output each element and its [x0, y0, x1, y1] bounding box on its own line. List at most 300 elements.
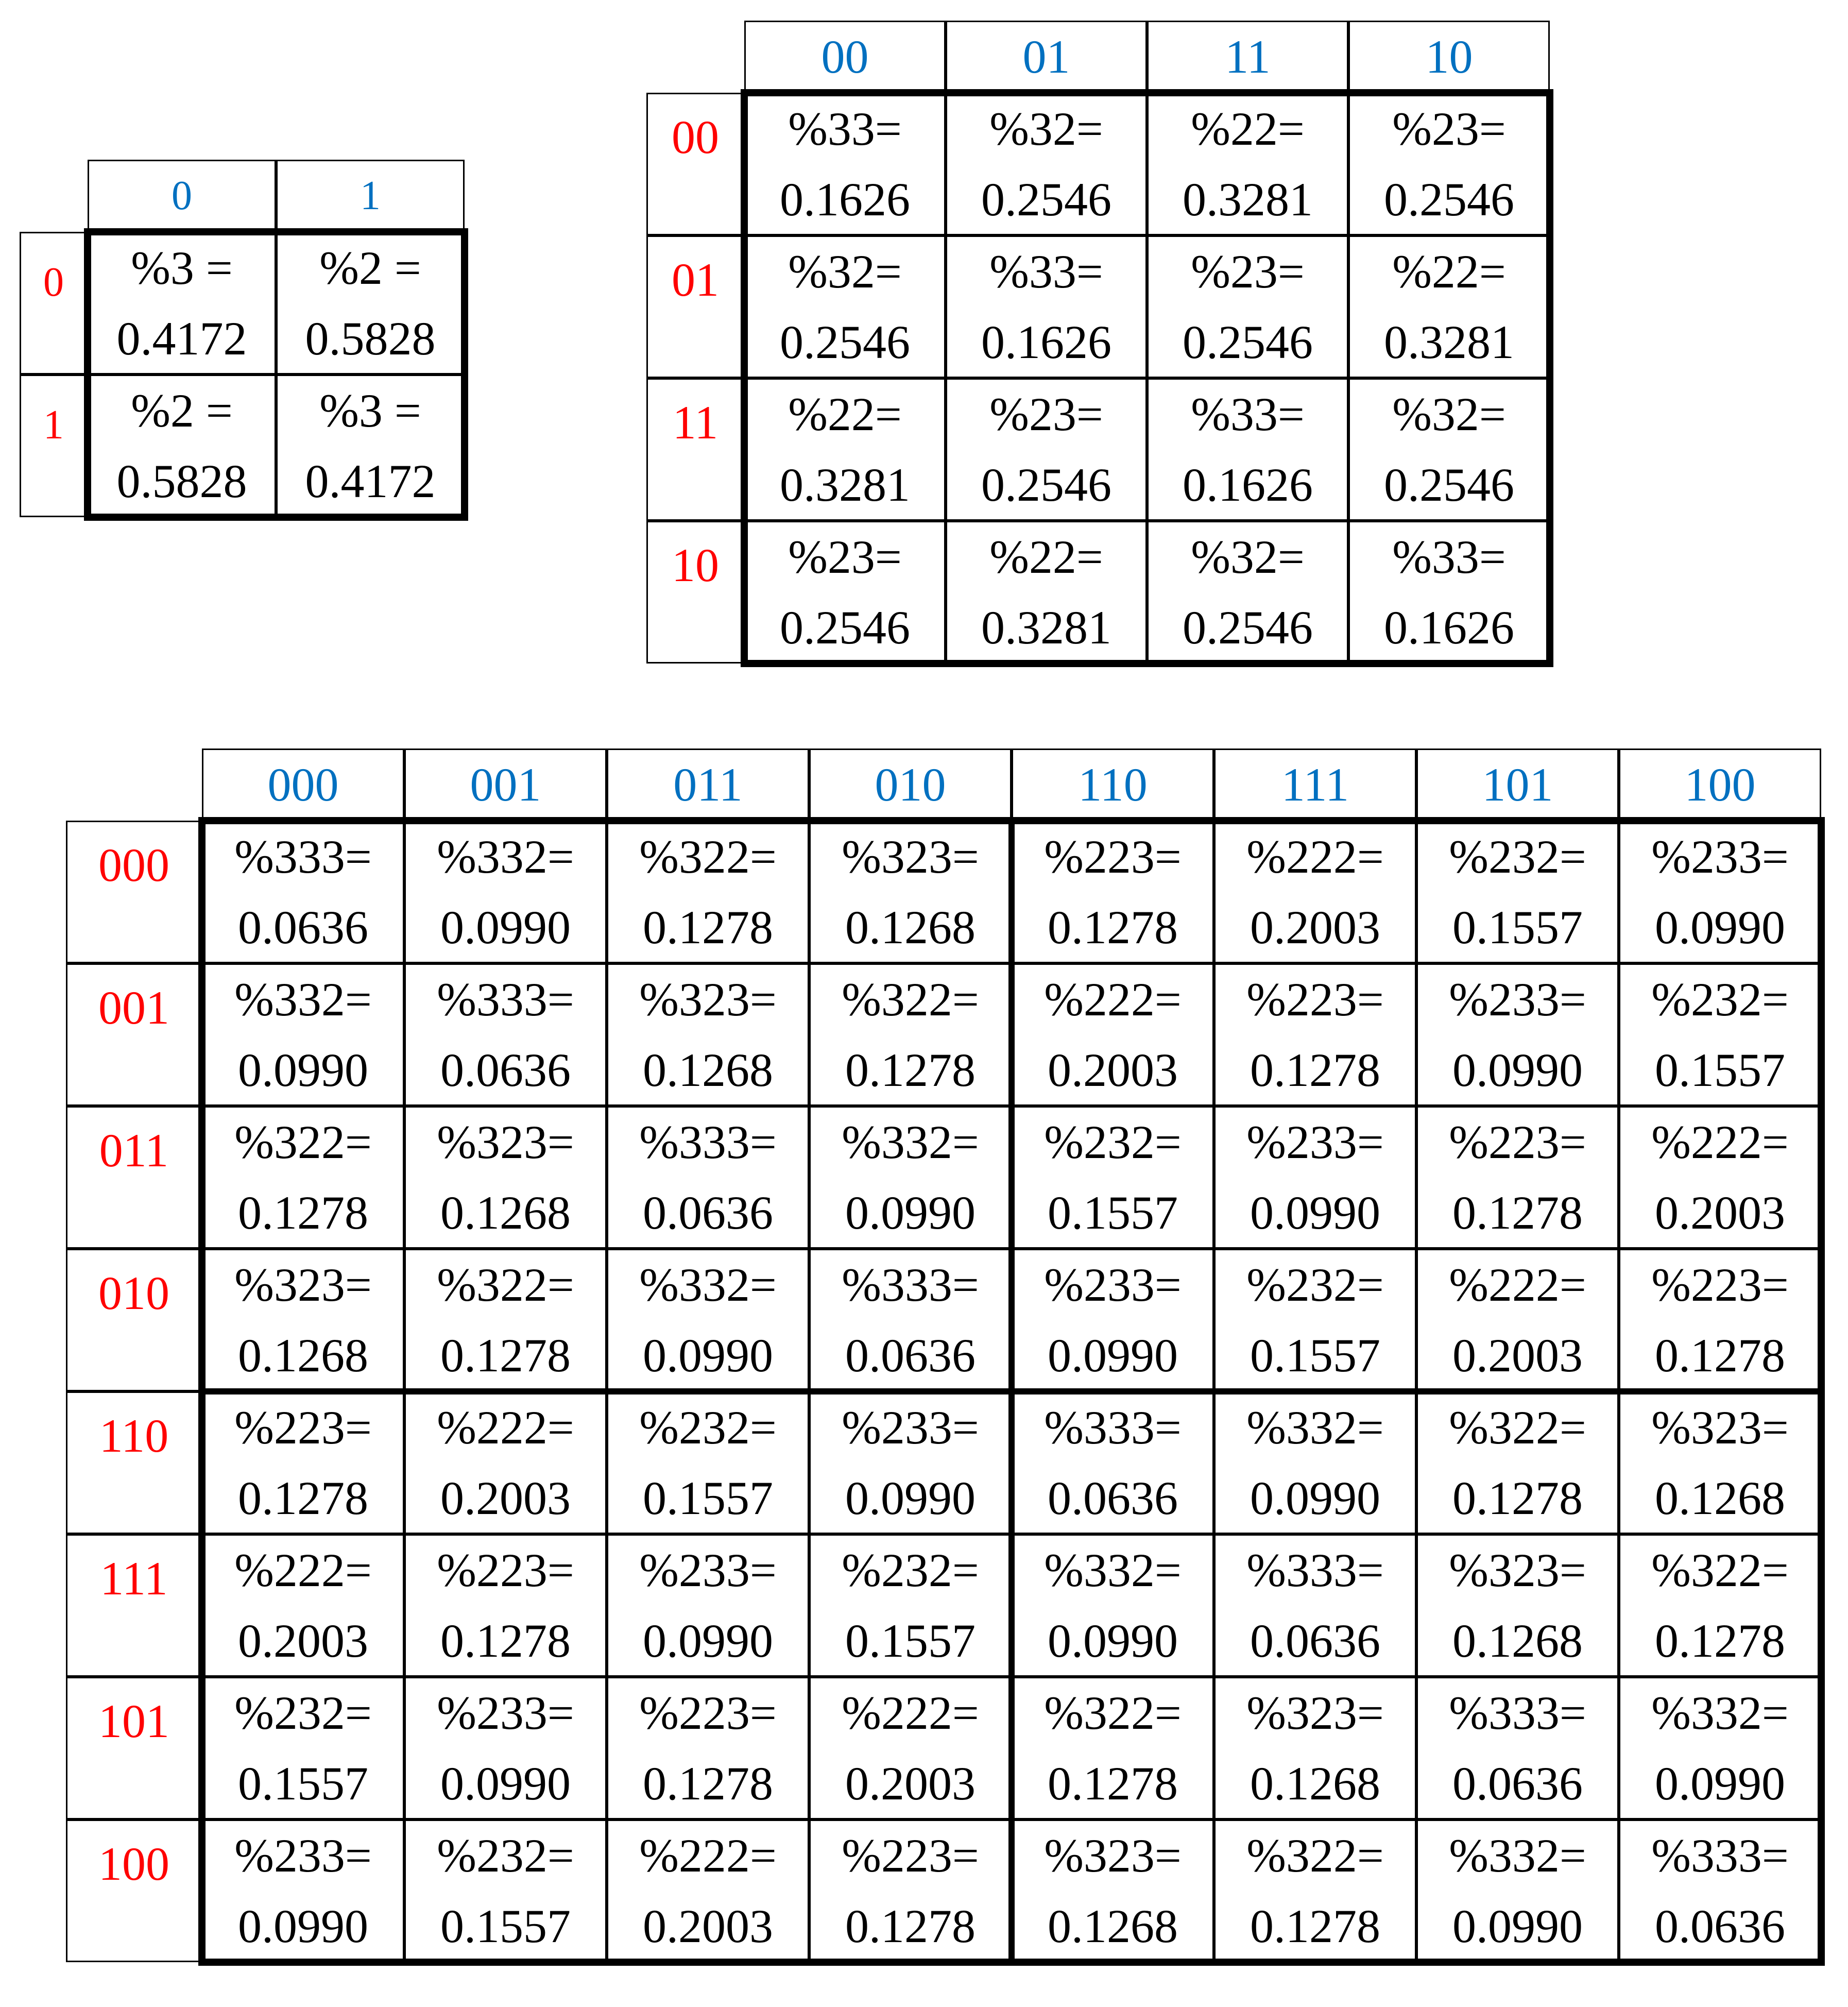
column-header — [1348, 21, 1550, 93]
table-cell — [1012, 1391, 1214, 1534]
cell-value: 0.1278 — [238, 1186, 368, 1239]
cell-expression: %222= — [1449, 1258, 1586, 1312]
cell-expression: %32= — [989, 103, 1103, 156]
column-header-label: 000 — [267, 758, 339, 811]
table-cell — [946, 521, 1147, 664]
column-header — [1012, 749, 1214, 821]
cell-value: 0.1268 — [845, 900, 976, 954]
cell-expression: %332= — [437, 830, 574, 883]
row-header — [66, 821, 202, 963]
cell-expression: %332= — [1044, 1544, 1182, 1597]
cell-expression: %232= — [842, 1544, 979, 1597]
cell-value: 0.1278 — [1048, 1757, 1178, 1810]
cell-expression: %333= — [639, 1116, 777, 1169]
row-header-label: 000 — [98, 839, 169, 891]
cell-value: 0.1626 — [780, 173, 910, 226]
cell-value: 0.1278 — [845, 1043, 976, 1096]
row-header-label: 010 — [98, 1267, 169, 1319]
table-cell — [404, 1249, 607, 1391]
cell-expression: %22= — [1392, 245, 1506, 298]
table-cell — [809, 1106, 1012, 1249]
table-cell — [809, 1391, 1012, 1534]
cell-value: 0.2546 — [1384, 458, 1514, 511]
cell-expression: %223= — [1651, 1258, 1789, 1312]
table-cell — [202, 1391, 404, 1534]
table-cell — [1012, 1819, 1214, 1962]
cell-expression: %222= — [1044, 973, 1182, 1026]
table-cell — [1619, 1819, 1821, 1962]
table-cell — [1348, 235, 1550, 378]
table-cell — [744, 93, 946, 235]
table-cell — [1619, 1249, 1821, 1391]
table-cell — [404, 1677, 607, 1819]
row-header-label: 110 — [99, 1409, 169, 1462]
cell-expression: %332= — [1651, 1687, 1789, 1740]
column-header-label: 10 — [1425, 30, 1473, 83]
table-cell — [1619, 821, 1821, 963]
cell-value: 0.0990 — [1452, 1043, 1583, 1096]
table-cell — [1619, 963, 1821, 1106]
table-cell — [1012, 1534, 1214, 1677]
cell-expression: %233= — [639, 1544, 777, 1597]
cell-value: 0.2546 — [981, 173, 1111, 226]
cell-value: 0.0990 — [1048, 1329, 1178, 1382]
cell-expression: %23= — [1191, 245, 1305, 298]
table-cell — [744, 235, 946, 378]
cell-expression: %232= — [1246, 1258, 1384, 1312]
cell-value: 0.1557 — [238, 1757, 368, 1810]
table-cell — [809, 1677, 1012, 1819]
column-header — [1214, 749, 1416, 821]
table-cell — [607, 821, 809, 963]
table-cell — [1214, 1249, 1416, 1391]
cell-value: 0.4172 — [116, 312, 247, 365]
cell-value: 0.2546 — [981, 458, 1111, 511]
cell-expression: %22= — [788, 388, 902, 441]
cell-expression: %323= — [1246, 1687, 1384, 1740]
table-cell — [1416, 963, 1619, 1106]
cell-expression: %223= — [842, 1829, 979, 1882]
cell-expression: %223= — [1449, 1116, 1586, 1169]
cell-value: 0.1278 — [1452, 1186, 1583, 1239]
table-cell — [809, 963, 1012, 1106]
cell-value: 0.2003 — [1452, 1329, 1583, 1382]
cell-value: 0.0636 — [1048, 1471, 1178, 1524]
cell-expression: %332= — [639, 1258, 777, 1312]
cell-expression: %3 = — [131, 242, 233, 295]
cell-value: 0.1557 — [1048, 1186, 1178, 1239]
table-cell — [946, 235, 1147, 378]
column-header — [1619, 749, 1821, 821]
table-cell — [1619, 1534, 1821, 1677]
row-header-label: 111 — [100, 1552, 168, 1605]
table-cell — [744, 378, 946, 521]
column-header-label: 010 — [875, 758, 946, 811]
column-header-label: 111 — [1281, 758, 1349, 811]
cell-expression: %2 = — [131, 384, 233, 437]
table-cell — [1147, 93, 1348, 235]
cell-value: 0.1268 — [1250, 1757, 1380, 1810]
cell-value: 0.1626 — [1183, 458, 1313, 511]
cell-value: 0.2546 — [1183, 315, 1313, 368]
cell-expression: %332= — [1449, 1829, 1586, 1882]
column-header — [744, 21, 946, 93]
column-header-label: 01 — [1022, 30, 1070, 83]
cell-value: 0.1268 — [238, 1329, 368, 1382]
cell-expression: %223= — [1246, 973, 1384, 1026]
table-cell — [607, 1391, 809, 1534]
cell-expression: %333= — [437, 973, 574, 1026]
cell-expression: %332= — [234, 973, 372, 1026]
cell-value: 0.1626 — [1384, 601, 1514, 654]
column-header-label: 1 — [360, 173, 381, 218]
table-cell — [88, 375, 276, 517]
cell-expression: %333= — [842, 1258, 979, 1312]
table-cell — [1416, 1249, 1619, 1391]
cell-value: 0.0990 — [1655, 900, 1785, 954]
row-header-label: 100 — [98, 1838, 169, 1890]
row-header-label: 11 — [672, 396, 718, 449]
cell-value: 0.3281 — [1384, 315, 1514, 368]
cell-value: 0.0990 — [238, 1899, 368, 1952]
table-cell — [404, 821, 607, 963]
cell-expression: %22= — [1191, 103, 1305, 156]
cell-expression: %323= — [1449, 1544, 1586, 1597]
cell-value: 0.1278 — [1452, 1471, 1583, 1524]
cell-value: 0.1557 — [643, 1471, 773, 1524]
cell-value: 0.0990 — [643, 1329, 773, 1382]
cell-expression: %233= — [1449, 973, 1586, 1026]
table-cell — [1147, 378, 1348, 521]
row-header — [66, 1106, 202, 1249]
table-cell — [1619, 1677, 1821, 1819]
cell-expression: %22= — [989, 531, 1103, 584]
table-cell — [809, 821, 1012, 963]
cell-value: 0.1268 — [440, 1186, 571, 1239]
table-cell — [202, 1534, 404, 1677]
cell-value: 0.1268 — [1655, 1471, 1785, 1524]
column-header — [946, 21, 1147, 93]
cell-expression: %323= — [1044, 1829, 1182, 1882]
cell-expression: %32= — [1191, 531, 1305, 584]
row-header — [646, 378, 744, 521]
table-cell — [1416, 1819, 1619, 1962]
table-cell — [1416, 1391, 1619, 1534]
cell-value: 0.1278 — [1655, 1614, 1785, 1667]
column-header-label: 101 — [1482, 758, 1553, 811]
table-cell — [1214, 1391, 1416, 1534]
cell-expression: %33= — [989, 245, 1103, 298]
cell-expression: %322= — [1246, 1829, 1384, 1882]
cell-expression: %232= — [234, 1687, 372, 1740]
cell-expression: %33= — [1392, 531, 1506, 584]
column-header — [1416, 749, 1619, 821]
table-cell — [809, 1534, 1012, 1677]
row-header-label: 001 — [98, 981, 169, 1034]
table-cell — [809, 1819, 1012, 1962]
cell-value: 0.1557 — [845, 1614, 976, 1667]
cell-value: 0.0990 — [1250, 1471, 1380, 1524]
row-header-label: 0 — [43, 260, 64, 305]
cell-expression: %23= — [1392, 103, 1506, 156]
cell-expression: %223= — [639, 1687, 777, 1740]
cell-value: 0.0636 — [845, 1329, 976, 1382]
row-header — [66, 1677, 202, 1819]
cell-expression: %223= — [234, 1401, 372, 1454]
cell-value: 0.2003 — [1655, 1186, 1785, 1239]
column-header-label: 00 — [821, 30, 869, 83]
cell-value: 0.1268 — [1452, 1614, 1583, 1667]
table-cell — [88, 232, 276, 375]
column-header-label: 001 — [470, 758, 541, 811]
cell-value: 0.2546 — [780, 315, 910, 368]
cell-value: 0.0990 — [440, 1757, 571, 1810]
cell-expression: %223= — [437, 1544, 574, 1597]
cell-expression: %333= — [1246, 1544, 1384, 1597]
cell-value: 0.1557 — [1655, 1043, 1785, 1096]
row-header-label: 101 — [98, 1695, 169, 1747]
cell-expression: %232= — [1449, 830, 1586, 883]
table-cell — [202, 963, 404, 1106]
cell-value: 0.3281 — [780, 458, 910, 511]
column-header-label: 110 — [1078, 758, 1148, 811]
column-header — [276, 160, 465, 232]
cell-expression: %2 = — [319, 242, 421, 295]
cell-expression: %233= — [1246, 1116, 1384, 1169]
cell-expression: %233= — [842, 1401, 979, 1454]
cell-expression: %322= — [639, 830, 777, 883]
cell-expression: %222= — [1651, 1116, 1789, 1169]
cell-value: 0.1557 — [440, 1899, 571, 1952]
cell-expression: %222= — [234, 1544, 372, 1597]
cell-value: 0.0636 — [1452, 1757, 1583, 1810]
column-header — [607, 749, 809, 821]
row-header — [66, 963, 202, 1106]
cell-value: 0.3281 — [981, 601, 1111, 654]
table-cell — [404, 1106, 607, 1249]
cell-expression: %332= — [1246, 1401, 1384, 1454]
table-cell — [1348, 521, 1550, 664]
cell-value: 0.2003 — [440, 1471, 571, 1524]
row-header — [646, 235, 744, 378]
table-cell — [607, 1677, 809, 1819]
cell-expression: %232= — [1044, 1116, 1182, 1169]
cell-expression: %23= — [788, 531, 902, 584]
table-cell — [1416, 1534, 1619, 1677]
cell-value: 0.2003 — [238, 1614, 368, 1667]
cell-value: 0.0990 — [845, 1186, 976, 1239]
table-cell — [404, 1391, 607, 1534]
cell-value: 0.0990 — [845, 1471, 976, 1524]
cell-value: 0.2546 — [1183, 601, 1313, 654]
row-header — [66, 1249, 202, 1391]
column-header — [404, 749, 607, 821]
cell-value: 0.1278 — [845, 1899, 976, 1952]
cell-expression: %323= — [639, 973, 777, 1026]
cell-value: 0.2003 — [1048, 1043, 1178, 1096]
table-cell — [404, 1819, 607, 1962]
cell-value: 0.1268 — [643, 1043, 773, 1096]
cell-expression: %322= — [1651, 1544, 1789, 1597]
table-cell — [1147, 521, 1348, 664]
cell-expression: %223= — [1044, 830, 1182, 883]
column-header-label: 0 — [172, 173, 192, 218]
table-cell — [202, 1677, 404, 1819]
table-cell — [404, 963, 607, 1106]
table-cell — [1012, 963, 1214, 1106]
cell-expression: %233= — [1044, 1258, 1182, 1312]
column-header-label: 11 — [1225, 30, 1271, 83]
table-cell — [1214, 821, 1416, 963]
table-cell — [1147, 235, 1348, 378]
table-cell — [202, 1106, 404, 1249]
column-header — [202, 749, 404, 821]
cell-value: 0.1278 — [1250, 1899, 1380, 1952]
cell-value: 0.0990 — [1048, 1614, 1178, 1667]
cell-value: 0.0636 — [643, 1186, 773, 1239]
cell-value: 0.2003 — [643, 1899, 773, 1952]
row-header — [20, 375, 88, 517]
table-cell — [1416, 1106, 1619, 1249]
table-cell — [607, 1106, 809, 1249]
cell-expression: %333= — [1449, 1687, 1586, 1740]
table-cell — [809, 1249, 1012, 1391]
column-header-label: 100 — [1684, 758, 1756, 811]
table-cell — [1214, 1677, 1416, 1819]
table-cell — [1214, 1819, 1416, 1962]
cell-value: 0.4172 — [305, 454, 436, 507]
table-cell — [1348, 378, 1550, 521]
cell-value: 0.1278 — [643, 1757, 773, 1810]
column-header — [809, 749, 1012, 821]
cell-expression: %232= — [1651, 973, 1789, 1026]
cell-value: 0.1278 — [1048, 900, 1178, 954]
cell-value: 0.2546 — [1384, 173, 1514, 226]
cell-value: 0.1278 — [1655, 1329, 1785, 1382]
table-cell — [744, 521, 946, 664]
cell-value: 0.5828 — [116, 454, 247, 507]
cell-value: 0.2003 — [1250, 900, 1380, 954]
cell-expression: %222= — [639, 1829, 777, 1882]
table-cell — [607, 1534, 809, 1677]
column-header — [88, 160, 276, 232]
cell-value: 0.0990 — [1655, 1757, 1785, 1810]
column-header-label: 011 — [673, 758, 743, 811]
cell-expression: %23= — [989, 388, 1103, 441]
row-header-label: 00 — [672, 111, 719, 163]
table-cell — [1214, 1534, 1416, 1677]
row-header — [66, 1391, 202, 1534]
quadrant-divider-horizontal — [202, 1388, 1821, 1394]
cell-expression: %323= — [234, 1258, 372, 1312]
row-header-label: 1 — [43, 402, 64, 448]
table-cell — [1416, 821, 1619, 963]
cell-expression: %233= — [437, 1687, 574, 1740]
column-header — [1147, 21, 1348, 93]
cell-expression: %232= — [437, 1829, 574, 1882]
row-header-label: 011 — [99, 1124, 169, 1177]
cell-expression: %333= — [1651, 1829, 1789, 1882]
cell-expression: %3 = — [319, 384, 421, 437]
cell-value: 0.0636 — [238, 900, 368, 954]
cell-expression: %323= — [842, 830, 979, 883]
table-cell — [202, 1249, 404, 1391]
table-cell — [1348, 93, 1550, 235]
cell-expression: %322= — [1449, 1401, 1586, 1454]
cell-expression: %332= — [842, 1116, 979, 1169]
row-header — [66, 1534, 202, 1677]
table-cell — [1416, 1677, 1619, 1819]
table-cell — [202, 821, 404, 963]
cell-expression: %33= — [788, 103, 902, 156]
table-cell — [607, 1249, 809, 1391]
row-header — [20, 232, 88, 375]
table-cell — [404, 1534, 607, 1677]
row-header — [66, 1819, 202, 1962]
cell-expression: %322= — [842, 973, 979, 1026]
cell-value: 0.0990 — [1250, 1186, 1380, 1239]
cell-value: 0.2546 — [780, 601, 910, 654]
cell-expression: %222= — [842, 1687, 979, 1740]
cell-value: 0.1278 — [440, 1329, 571, 1382]
cell-expression: %333= — [1044, 1401, 1182, 1454]
table-cell — [607, 1819, 809, 1962]
cell-expression: %323= — [1651, 1401, 1789, 1454]
cell-expression: %322= — [1044, 1687, 1182, 1740]
cell-expression: %232= — [639, 1401, 777, 1454]
cell-value: 0.2003 — [845, 1757, 976, 1810]
table-cell — [1012, 1106, 1214, 1249]
cell-value: 0.5828 — [305, 312, 436, 365]
cell-value: 0.0636 — [1250, 1614, 1380, 1667]
table-cell — [1012, 1249, 1214, 1391]
table-cell — [1214, 1106, 1416, 1249]
cell-value: 0.3281 — [1183, 173, 1313, 226]
table-cell — [946, 378, 1147, 521]
row-header-label: 01 — [672, 253, 719, 306]
cell-expression: %222= — [437, 1401, 574, 1454]
cell-expression: %323= — [437, 1116, 574, 1169]
cell-expression: %322= — [234, 1116, 372, 1169]
cell-expression: %222= — [1246, 830, 1384, 883]
cell-value: 0.1557 — [1452, 900, 1583, 954]
table-cell — [202, 1819, 404, 1962]
cell-value: 0.0990 — [1452, 1899, 1583, 1952]
cell-value: 0.0990 — [643, 1614, 773, 1667]
cell-value: 0.1557 — [1250, 1329, 1380, 1382]
table-cell — [1012, 1677, 1214, 1819]
cell-expression: %233= — [1651, 830, 1789, 883]
cell-expression: %333= — [234, 830, 372, 883]
cell-value: 0.1278 — [1250, 1043, 1380, 1096]
cell-value: 0.0636 — [440, 1043, 571, 1096]
table-cell — [276, 232, 465, 375]
table-cell — [1619, 1391, 1821, 1534]
cell-value: 0.1626 — [981, 315, 1111, 368]
cell-value: 0.1278 — [440, 1614, 571, 1667]
table-cell — [1012, 821, 1214, 963]
cell-value: 0.0990 — [440, 900, 571, 954]
row-header — [646, 93, 744, 235]
cell-value: 0.1278 — [238, 1471, 368, 1524]
table-cell — [1619, 1106, 1821, 1249]
cell-expression: %32= — [1392, 388, 1506, 441]
cell-expression: %322= — [437, 1258, 574, 1312]
cell-expression: %233= — [234, 1829, 372, 1882]
table-cell — [946, 93, 1147, 235]
table-cell — [276, 375, 465, 517]
cell-value: 0.1268 — [1048, 1899, 1178, 1952]
